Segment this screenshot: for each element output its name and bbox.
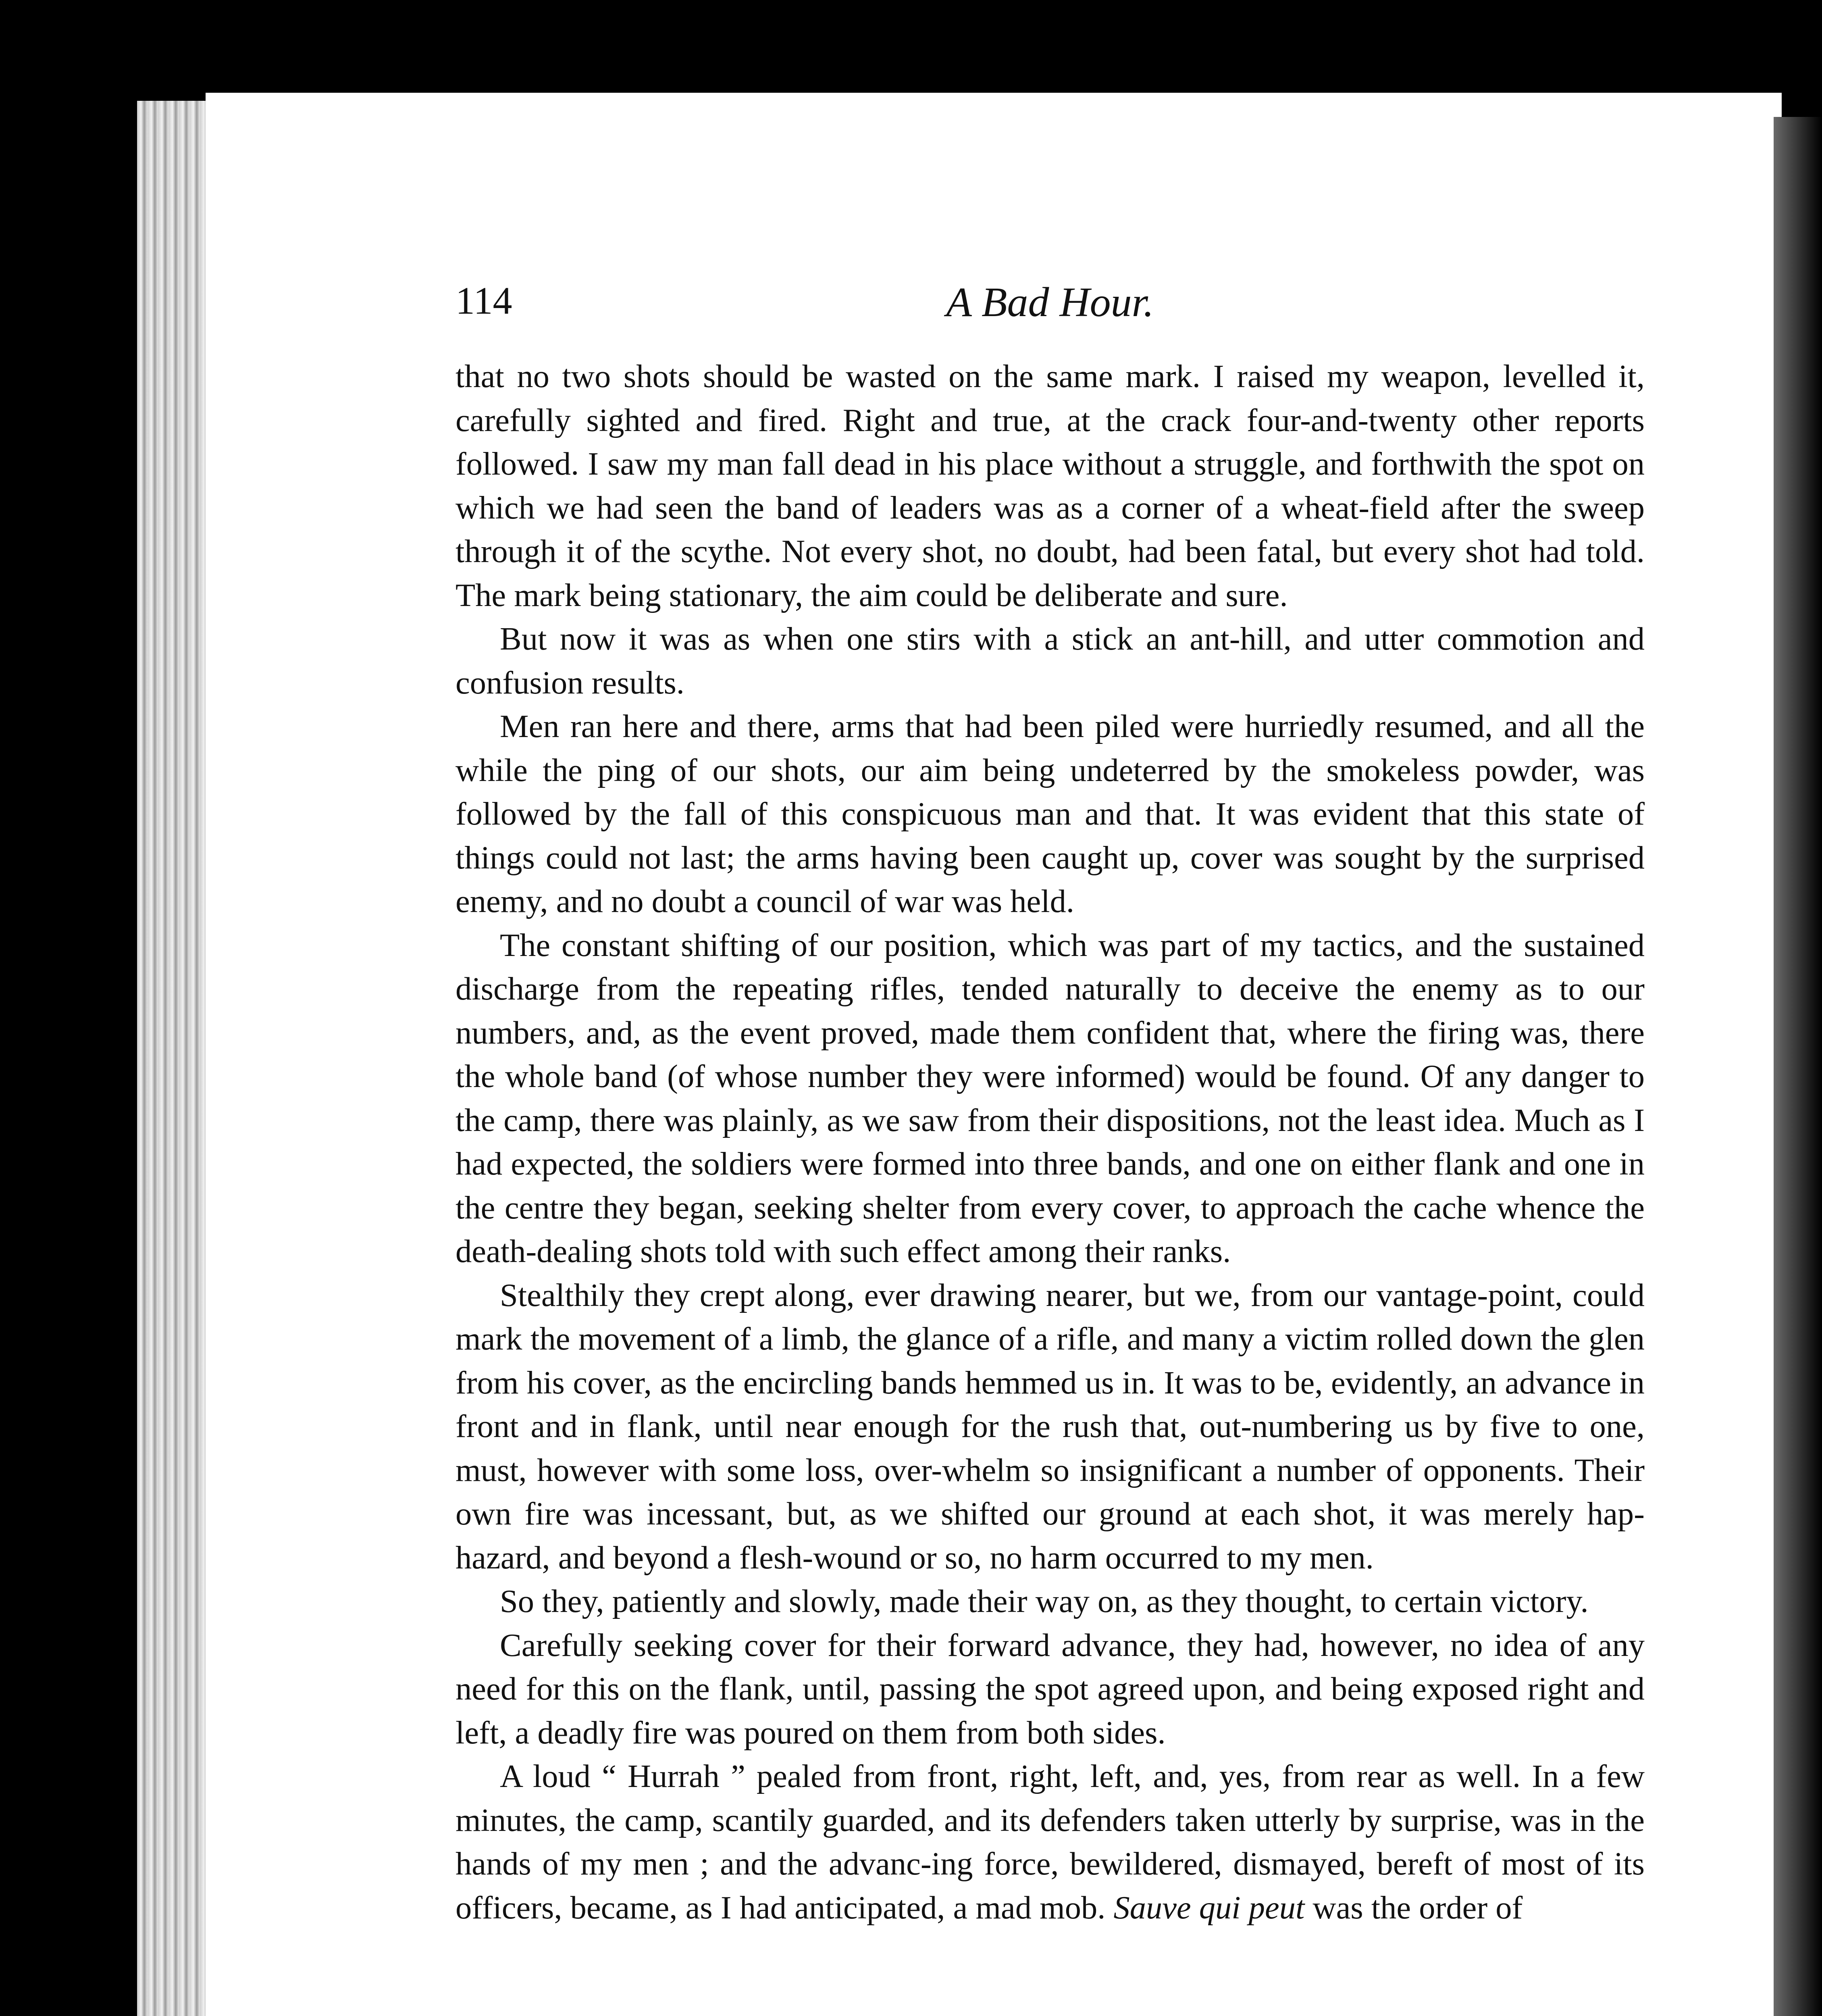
paragraph-6: So they, patiently and slowly, made their way on, as they thought, to certain victory. xyxy=(500,1583,1589,1619)
page-header xyxy=(456,278,1645,339)
running-title: A Bad Hour. xyxy=(946,279,1154,325)
page-stack-edge-right xyxy=(1774,117,1822,2016)
paragraph-8 xyxy=(456,1755,1645,1930)
paragraph-3: Men ran here and there, arms that had been piled were hurriedly resumed, and all the while the ping of our shots, our aim being undeterred by the smokeless powder, was followed by the fall of this conspicuous man and that. It was evident that this state of things could not last; the arms having been caught up, cover was sought by the surprised enemy, and no doubt a council of war was held. xyxy=(456,708,1645,919)
paragraph-4: The constant shifting of our position, which was part of my tactics, and the sustained discharge from the repeating rifles, tended naturally to deceive the enemy as to our numbers, and, as the event proved, made them confident that, where the firing was, there the whole band (of whose number they were informed) would be found. Of any danger to the camp, there was plainly, as we saw from their dispositions, not the least idea. Much as I had expected, the soldiers were formed into three bands, and one on either flank and one in the centre they began, seeking shelter from every cover, to approach the cache whence the death-dealing shots told with such effect among their ranks. xyxy=(456,927,1645,1269)
paragraph-8-text: A loud “ Hurrah ” pealed from front, right, left, and, yes, from rear as well. In a few minutes, the camp, scantily guarded, and its defenders taken utterly by surprise, was in the hands of my men ; and the advanc-ing force, bewildered, dismayed, bereft of most of its officers, became, as I had anticipated, a mad mob. xyxy=(456,1758,1645,1926)
page-stack-edge-left xyxy=(137,101,206,2016)
paragraph-5: Stealthily they crept along, ever drawing nearer, but we, from our vantage-point, could mark the movement of a limb, the glance of a rifle, and many a victim rolled down the glen from his cover, as the encircling bands hemmed us in. It was to be, evidently, an advance in front and in flank, until near enough for the rush that, out-numbering us by five to one, must, however with some loss, over-whelm so insignificant a number of opponents. Their own fire was incessant, but, as we shifted our ground at each shot, it was merely hap-hazard, and beyond a flesh-wound or so, no harm occurred to my men. xyxy=(456,1277,1645,1576)
paragraph-2: But now it was as when one stirs with a stick an ant-hill, and utter commotion and confusion results. xyxy=(456,621,1645,701)
paragraph-8-tail: was the order of xyxy=(1304,1889,1523,1926)
page-number: 114 xyxy=(456,279,512,322)
paragraph-7: Carefully seeking cover for their forward advance, they had, however, no idea of any need for this on the flank, until, passing the spot agreed upon, and being exposed right and left, a deadly fire was poured on them from both sides. xyxy=(456,1627,1645,1751)
paragraph-8-italic-phrase: Sauve qui peut xyxy=(1113,1889,1305,1926)
body-text xyxy=(456,355,1645,1930)
paragraph-1: that no two shots should be wasted on the same mark. I raised my weapon, levelled it, carefully sighted and fired. Right and true, at the crack four-and-twenty other reports followed. I saw my man fall dead in his place without a struggle, and forthwith the spot on which we had seen the band of leaders was as a corner of a wheat-field after the sweep through it of the scythe. Not every shot, no doubt, had been fatal, but every shot had told. The mark being stationary, the aim could be deliberate and sure. xyxy=(456,358,1645,613)
